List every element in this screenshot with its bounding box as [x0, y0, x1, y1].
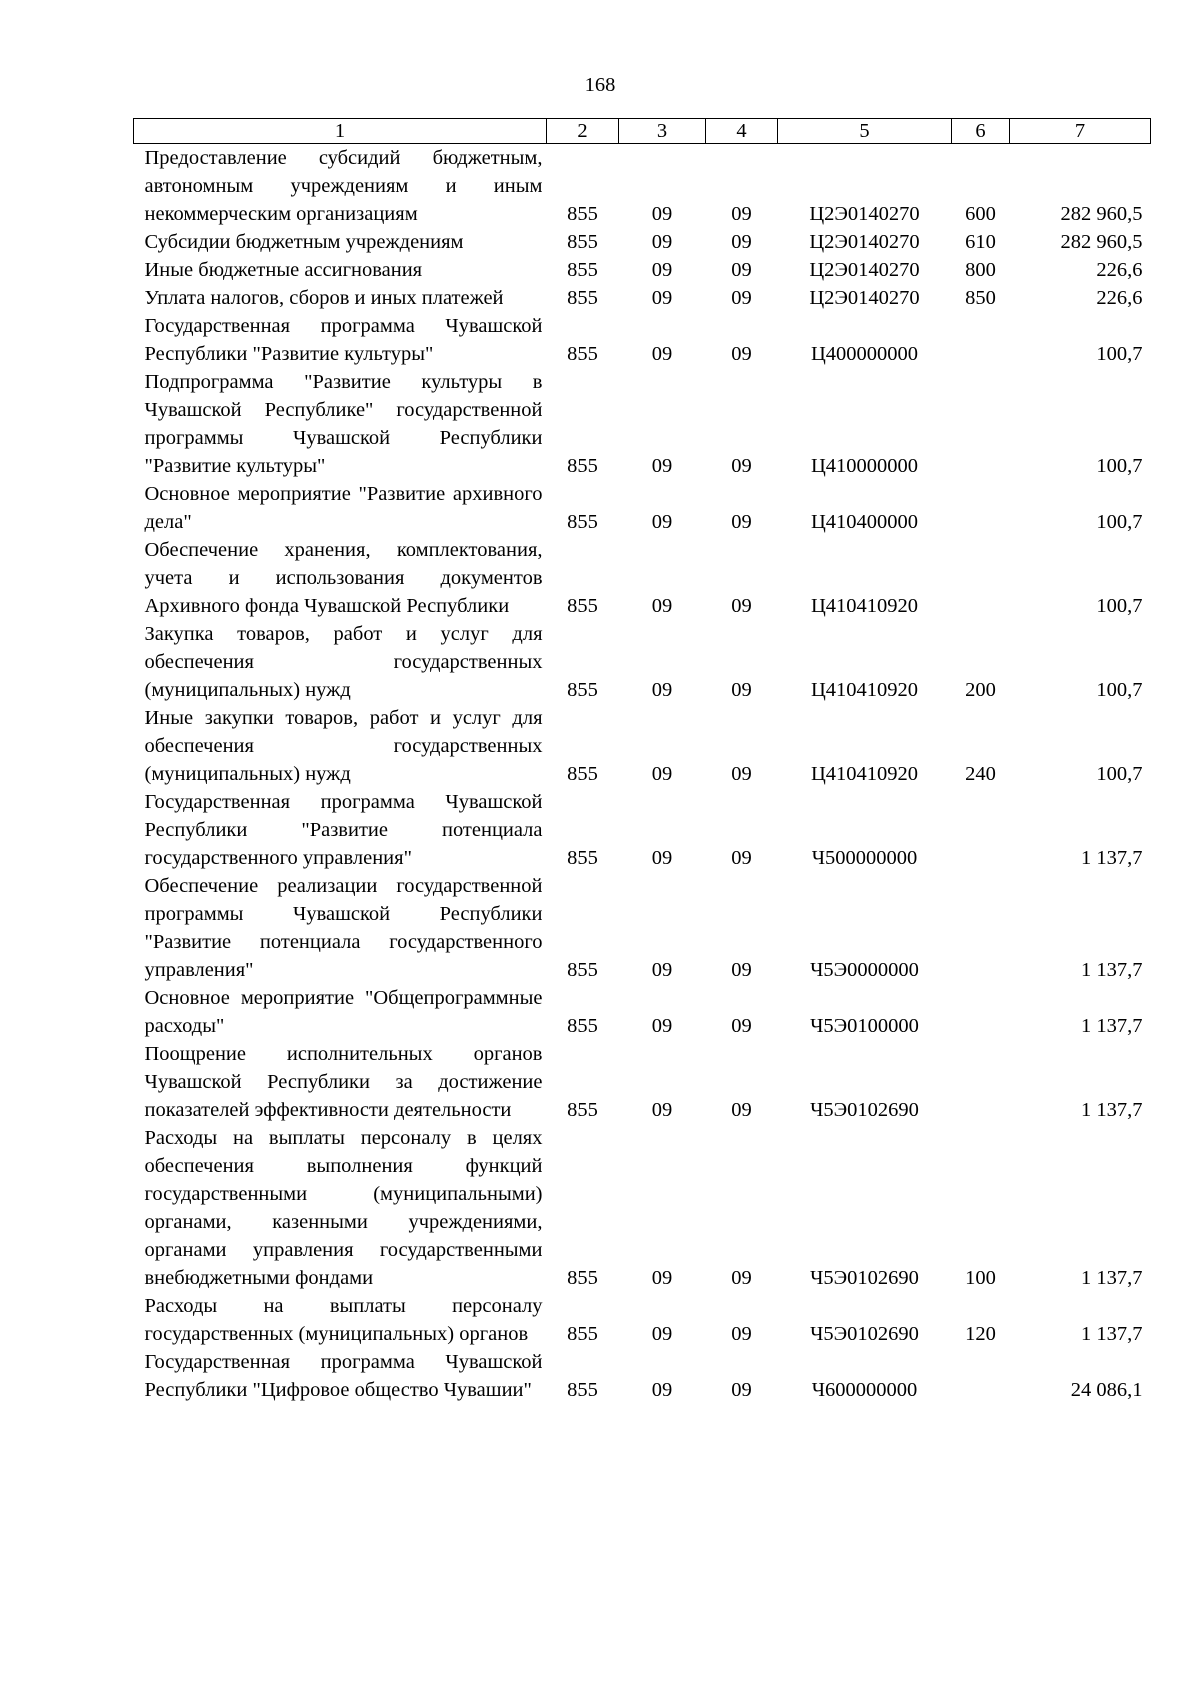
row-expense-type: 120 — [965, 1323, 996, 1345]
row-name: Основное мероприятие "Развитие архивного дела" — [144, 483, 543, 533]
row-section: 09 — [651, 203, 673, 225]
row-amount: 1 137,7 — [1081, 1323, 1143, 1345]
table-row — [134, 872, 1151, 984]
row-name: Субсидии бюджетным учреждениям — [144, 231, 464, 253]
row-target-article: Ц410000000 — [810, 455, 919, 477]
header-col-3: 3 — [619, 119, 706, 144]
row-amount: 1 137,7 — [1081, 1015, 1143, 1037]
row-grbs: 855 — [567, 1015, 598, 1037]
row-amount: 100,7 — [1096, 455, 1143, 477]
table-row — [134, 1348, 1151, 1404]
row-amount: 1 137,7 — [1081, 1267, 1143, 1289]
row-subsection: 09 — [731, 259, 752, 281]
header-row — [134, 119, 1151, 144]
row-target-article: Ч500000000 — [811, 847, 918, 869]
row-name: Подпрограмма "Развитие культуры в Чувашской Республике" государственной программы Чувашской Республики "Развитие культуры" — [144, 371, 543, 477]
table-row — [134, 480, 1151, 536]
row-amount: 1 137,7 — [1081, 1099, 1143, 1121]
table-row — [134, 1124, 1151, 1292]
budget-table — [133, 118, 1151, 1404]
row-grbs: 855 — [567, 1099, 598, 1121]
row-subsection: 09 — [731, 959, 752, 981]
row-target-article: Ц400000000 — [810, 343, 919, 365]
row-grbs: 855 — [567, 287, 598, 309]
header-col-1: 1 — [134, 119, 547, 144]
row-section: 09 — [651, 1323, 673, 1345]
table-row — [134, 228, 1151, 256]
row-amount: 226,6 — [1096, 259, 1143, 281]
row-amount: 282 960,5 — [1060, 231, 1143, 253]
row-expense-type — [952, 480, 1010, 536]
row-grbs: 855 — [567, 763, 598, 785]
row-name: Расходы на выплаты персоналу государственных (муниципальных) органов — [144, 1295, 543, 1345]
row-subsection: 09 — [731, 231, 752, 253]
row-subsection: 09 — [731, 1267, 752, 1289]
row-name: Государственная программа Чувашской Республики "Цифровое общество Чувашии" — [144, 1351, 543, 1401]
header-col-7: 7 — [1010, 119, 1151, 144]
row-expense-type — [952, 536, 1010, 620]
row-expense-type — [952, 984, 1010, 1040]
row-section: 09 — [651, 1379, 673, 1401]
row-subsection: 09 — [731, 679, 752, 701]
table-row — [134, 536, 1151, 620]
row-target-article: Ц410400000 — [810, 511, 919, 533]
row-amount: 100,7 — [1096, 763, 1143, 785]
row-section: 09 — [651, 595, 673, 617]
row-amount: 100,7 — [1096, 679, 1143, 701]
row-target-article: Ч5Э0100000 — [810, 1015, 919, 1037]
row-expense-type — [952, 1348, 1010, 1404]
row-grbs: 855 — [567, 231, 598, 253]
row-grbs: 855 — [567, 1323, 598, 1345]
header-col-6: 6 — [952, 119, 1010, 144]
row-name: Закупка товаров, работ и услуг для обеспечения государственных (муниципальных) нужд — [144, 623, 543, 701]
row-subsection: 09 — [731, 763, 752, 785]
row-section: 09 — [651, 511, 673, 533]
header-col-2: 2 — [547, 119, 619, 144]
row-target-article: Ц410410920 — [810, 679, 919, 701]
row-expense-type: 100 — [965, 1267, 996, 1289]
row-amount: 100,7 — [1096, 511, 1143, 533]
row-target-article: Ц410410920 — [810, 595, 919, 617]
row-grbs: 855 — [567, 343, 598, 365]
row-name: Иные бюджетные ассигнования — [144, 259, 423, 281]
row-subsection: 09 — [731, 455, 752, 477]
page-number: 168 — [584, 74, 616, 96]
row-grbs: 855 — [567, 1379, 598, 1401]
row-name: Государственная программа Чувашской Республики "Развитие потенциала государственного управления" — [144, 791, 543, 869]
row-section: 09 — [651, 287, 673, 309]
row-target-article: Ч5Э0102690 — [810, 1323, 919, 1345]
table-row — [134, 368, 1151, 480]
row-section: 09 — [651, 231, 673, 253]
row-grbs: 855 — [567, 511, 598, 533]
row-name: Основное мероприятие "Общепрограммные расходы" — [144, 987, 543, 1037]
row-subsection: 09 — [731, 1323, 752, 1345]
row-section: 09 — [651, 259, 673, 281]
row-amount: 226,6 — [1096, 287, 1143, 309]
row-name: Предоставление субсидий бюджетным, автономным учреждениям и иным некоммерческим организациям — [144, 147, 543, 225]
row-grbs: 855 — [567, 959, 598, 981]
row-subsection: 09 — [731, 203, 752, 225]
row-grbs: 855 — [567, 203, 598, 225]
table-header — [134, 119, 1151, 144]
row-expense-type: 610 — [965, 231, 996, 253]
row-section: 09 — [651, 679, 673, 701]
row-section: 09 — [651, 1015, 673, 1037]
row-grbs: 855 — [567, 1267, 598, 1289]
row-expense-type: 200 — [965, 679, 996, 701]
row-target-article: Ц2Э0140270 — [809, 259, 920, 281]
row-amount: 282 960,5 — [1060, 203, 1143, 225]
row-section: 09 — [651, 763, 673, 785]
row-grbs: 855 — [567, 259, 598, 281]
row-amount: 1 137,7 — [1081, 847, 1143, 869]
row-target-article: Ч5Э0000000 — [810, 959, 919, 981]
table-body — [134, 144, 1151, 1405]
row-subsection: 09 — [731, 595, 752, 617]
row-name: Государственная программа Чувашской Республики "Развитие культуры" — [144, 315, 543, 365]
row-subsection: 09 — [731, 1015, 752, 1037]
row-amount: 1 137,7 — [1081, 959, 1143, 981]
row-target-article: Ч5Э0102690 — [810, 1267, 919, 1289]
row-expense-type — [952, 872, 1010, 984]
row-subsection: 09 — [731, 287, 752, 309]
row-subsection: 09 — [731, 847, 752, 869]
table-row — [134, 788, 1151, 872]
row-expense-type: 850 — [965, 287, 996, 309]
row-section: 09 — [651, 847, 673, 869]
row-name: Уплата налогов, сборов и иных платежей — [144, 287, 504, 309]
header-col-5: 5 — [778, 119, 952, 144]
table-row — [134, 704, 1151, 788]
table-row — [134, 1292, 1151, 1348]
table-row — [134, 1040, 1151, 1124]
table-row — [134, 620, 1151, 704]
table-row — [134, 256, 1151, 284]
row-grbs: 855 — [567, 847, 598, 869]
row-expense-type: 800 — [965, 259, 996, 281]
row-target-article: Ч5Э0102690 — [810, 1099, 919, 1121]
row-expense-type — [952, 1040, 1010, 1124]
row-grbs: 855 — [567, 595, 598, 617]
row-expense-type: 240 — [965, 763, 996, 785]
row-grbs: 855 — [567, 455, 598, 477]
row-subsection: 09 — [731, 343, 752, 365]
table-row — [134, 284, 1151, 312]
row-section: 09 — [651, 455, 673, 477]
row-section: 09 — [651, 1099, 673, 1121]
row-subsection: 09 — [731, 1099, 752, 1121]
row-amount: 24 086,1 — [1070, 1379, 1143, 1401]
row-name: Обеспечение хранения, комплектования, учета и использования документов Архивного фонда Чувашской Республики — [144, 539, 543, 617]
row-expense-type — [952, 312, 1010, 368]
row-name: Расходы на выплаты персоналу в целях обеспечения выполнения функций государственными (муниципальными) органами, казенными учреждениями, органами управления государственными внебюджетными фондами — [144, 1127, 543, 1289]
row-name: Поощрение исполнительных органов Чувашской Республики за достижение показателей эффективности деятельности — [144, 1043, 543, 1121]
row-subsection: 09 — [731, 511, 752, 533]
row-name: Обеспечение реализации государственной программы Чувашской Республики "Развитие потенциала государственного управления" — [144, 875, 543, 981]
row-amount: 100,7 — [1096, 343, 1143, 365]
row-expense-type — [952, 788, 1010, 872]
table-row — [134, 312, 1151, 368]
row-expense-type — [952, 368, 1010, 480]
row-amount: 100,7 — [1096, 595, 1143, 617]
row-target-article: Ц2Э0140270 — [809, 287, 920, 309]
row-grbs: 855 — [567, 679, 598, 701]
row-target-article: Ч600000000 — [811, 1379, 918, 1401]
table-row — [134, 144, 1151, 229]
row-target-article: Ц2Э0140270 — [809, 231, 920, 253]
table-row — [134, 984, 1151, 1040]
row-section: 09 — [651, 343, 673, 365]
row-target-article: Ц2Э0140270 — [809, 203, 920, 225]
row-section: 09 — [651, 1267, 673, 1289]
row-section: 09 — [651, 959, 673, 981]
row-subsection: 09 — [731, 1379, 752, 1401]
header-col-4: 4 — [706, 119, 778, 144]
row-name: Иные закупки товаров, работ и услуг для обеспечения государственных (муниципальных) нужд — [144, 707, 543, 785]
row-target-article: Ц410410920 — [810, 763, 919, 785]
row-expense-type: 600 — [965, 203, 996, 225]
